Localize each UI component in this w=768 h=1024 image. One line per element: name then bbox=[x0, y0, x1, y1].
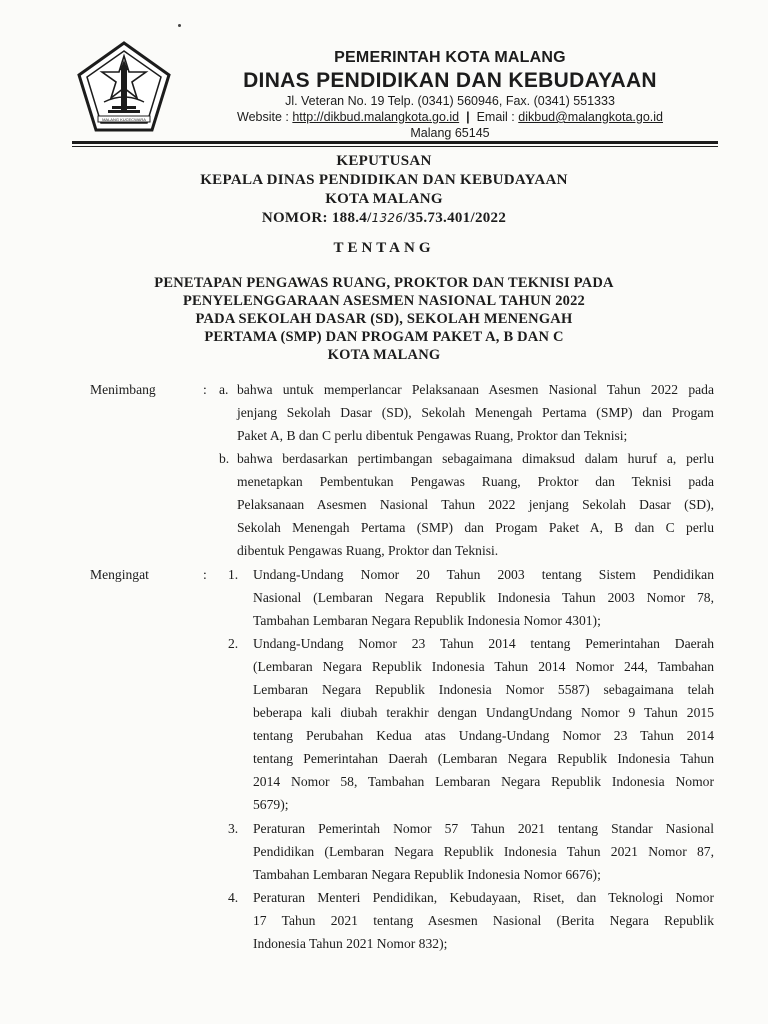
text-line: (Lembaran Negara Republik Indonesia Tahun 2014 Nomor 244, Tambahan bbox=[253, 659, 714, 674]
office-city: Malang 65145 bbox=[410, 126, 490, 140]
text-line: Pendidikan (Lembaran Negara Republik Indonesia Tahun 2021 Nomor 87, bbox=[253, 844, 714, 859]
decree-type: KEPUTUSAN bbox=[336, 153, 432, 169]
menimbang-item-marker: b. bbox=[219, 451, 230, 466]
title-line: PENETAPAN PENGAWAS RUANG, PROKTOR DAN TEKNISI PADA bbox=[154, 275, 614, 291]
title-line: PENYELENGGARAAN ASESMEN NASIONAL TAHUN 2022 bbox=[182, 293, 586, 309]
number-label: NOMOR: bbox=[261, 210, 328, 226]
malang-emblem-icon bbox=[76, 40, 172, 134]
text-line: dibentuk Pengawas Ruang, Proktor dan Teknisi. bbox=[237, 543, 499, 558]
text-line: 17 Tahun 2021 tentang Asesmen Nasional (Berita Negara Republik bbox=[253, 913, 714, 928]
text-line: Paket A, B dan C perlu dibentuk Pengawas Ruang, Proktor dan Teknisi; bbox=[237, 428, 628, 443]
mengingat-item-text bbox=[253, 632, 714, 816]
mengingat-item-text bbox=[253, 886, 714, 955]
letterhead-rule-thick bbox=[72, 141, 718, 144]
mengingat-item-marker: 1. bbox=[228, 567, 239, 582]
contact-separator: | bbox=[466, 110, 470, 124]
decree-heading bbox=[0, 152, 768, 228]
mengingat-item-marker: 4. bbox=[228, 890, 239, 905]
contact-line bbox=[190, 109, 710, 125]
text-line: tentang Pemerintahan Daerah (Lembaran Negara Republik Indonesia Tahun bbox=[253, 751, 714, 766]
text-line: beberapa kali diubah terakhir dengan UndangUndang Nomor 9 Tahun 2015 bbox=[253, 705, 714, 720]
text-line: Undang-Undang Nomor 20 Tahun 2003 tentang Sistem Pendidikan bbox=[253, 567, 714, 582]
decree-issuer: KEPALA DINAS PENDIDIKAN DAN KEBUDAYAAN bbox=[200, 172, 568, 188]
about-heading: TENTANG bbox=[333, 240, 435, 256]
government-name: PEMERINTAH KOTA MALANG bbox=[334, 49, 566, 66]
title-line: PERTAMA (SMP) DAN PROGAM PAKET A, B DAN C bbox=[204, 329, 564, 345]
decree-title bbox=[0, 274, 768, 364]
website-link[interactable]: http://dikbud.malangkota.go.id bbox=[292, 110, 460, 124]
letterhead-rule-thin bbox=[72, 146, 718, 147]
office-address: Jl. Veteran No. 19 Telp. (0341) 560946, Fax. (0341) 551333 bbox=[285, 94, 615, 108]
text-line: tentang Perubahan Kedua atas Undang-Undang Nomor 23 Tahun 2014 bbox=[253, 728, 714, 743]
mengingat-colon: : bbox=[203, 567, 207, 582]
text-line: Tambahan Lembaran Negara Republik Indonesia Nomor 4301); bbox=[253, 613, 601, 628]
text-line: bahwa untuk memperlancar Pelaksanaan Asesmen Nasional Tahun 2022 pada bbox=[237, 382, 714, 397]
text-line: Nasional (Lembaran Negara Republik Indonesia Tahun 2003 Nomor 78, bbox=[253, 590, 714, 605]
menimbang-colon: : bbox=[203, 382, 207, 397]
email-link[interactable]: dikbud@malangkota.go.id bbox=[518, 110, 663, 124]
menimbang-label: Menimbang bbox=[90, 382, 156, 397]
text-line: bahwa berdasarkan pertimbangan sebagaimana dimaksud dalam huruf a, perlu bbox=[237, 451, 714, 466]
number-prefix: 188.4/ bbox=[331, 210, 372, 226]
emblem-motto: MALANG KUCECWARA bbox=[102, 117, 146, 122]
number-handwritten: 1326 bbox=[371, 211, 404, 225]
decree-number bbox=[0, 209, 768, 228]
text-line: Indonesia Tahun 2021 Nomor 832); bbox=[253, 936, 448, 951]
text-line: 5679); bbox=[253, 797, 289, 812]
mengingat-item-text bbox=[253, 817, 714, 886]
title-line: PADA SEKOLAH DASAR (SD), SEKOLAH MENENGAH bbox=[195, 311, 573, 327]
text-line: Pelaksanaan Asesmen Nasional Tahun 2022 jenjang Sekolah Dasar (SD), bbox=[237, 497, 714, 512]
mengingat-item-marker: 3. bbox=[228, 821, 239, 836]
text-line: menetapkan Pembentukan Pengawas Ruang, Proktor dan Teknisi pada bbox=[237, 474, 714, 489]
text-line: jenjang Sekolah Dasar (SD), Sekolah Menengah Pertama (SMP) dan Progam bbox=[237, 405, 714, 420]
title-line: KOTA MALANG bbox=[327, 347, 441, 363]
letterhead bbox=[190, 48, 710, 141]
menimbang-item-marker: a. bbox=[219, 382, 229, 397]
mengingat-label: Mengingat bbox=[90, 567, 149, 582]
office-name: DINAS PENDIDIKAN DAN KEBUDAYAAN bbox=[243, 69, 657, 92]
text-line: Lembaran Negara Republik Indonesia Nomor 5587) sebagaimana telah bbox=[253, 682, 714, 697]
menimbang-item-text bbox=[237, 447, 714, 562]
email-label: Email : bbox=[476, 110, 515, 124]
text-line: 2014 Nomor 58, Tambahan Lembaran Negara Republik Indonesia Nomor bbox=[253, 774, 714, 789]
mengingat-item-marker: 2. bbox=[228, 636, 239, 651]
menimbang-item-text bbox=[237, 378, 714, 447]
text-line: Tambahan Lembaran Negara Republik Indonesia Nomor 6676); bbox=[253, 867, 601, 882]
text-line: Undang-Undang Nomor 23 Tahun 2014 tentang Pemerintahan Daerah bbox=[253, 636, 714, 651]
website-label: Website : bbox=[237, 110, 289, 124]
text-line: Peraturan Menteri Pendidikan, Kebudayaan, Riset, dan Teknologi Nomor bbox=[253, 890, 714, 905]
mengingat-item-text bbox=[253, 563, 714, 632]
scan-speck bbox=[178, 24, 181, 27]
decree-city: KOTA MALANG bbox=[325, 191, 443, 207]
number-suffix: /35.73.401/2022 bbox=[403, 210, 507, 226]
text-line: Peraturan Pemerintah Nomor 57 Tahun 2021 tentang Standar Nasional bbox=[253, 821, 714, 836]
text-line: Sekolah Menengah Pertama (SMP) dan Progam Paket A, B dan C perlu bbox=[237, 520, 714, 535]
